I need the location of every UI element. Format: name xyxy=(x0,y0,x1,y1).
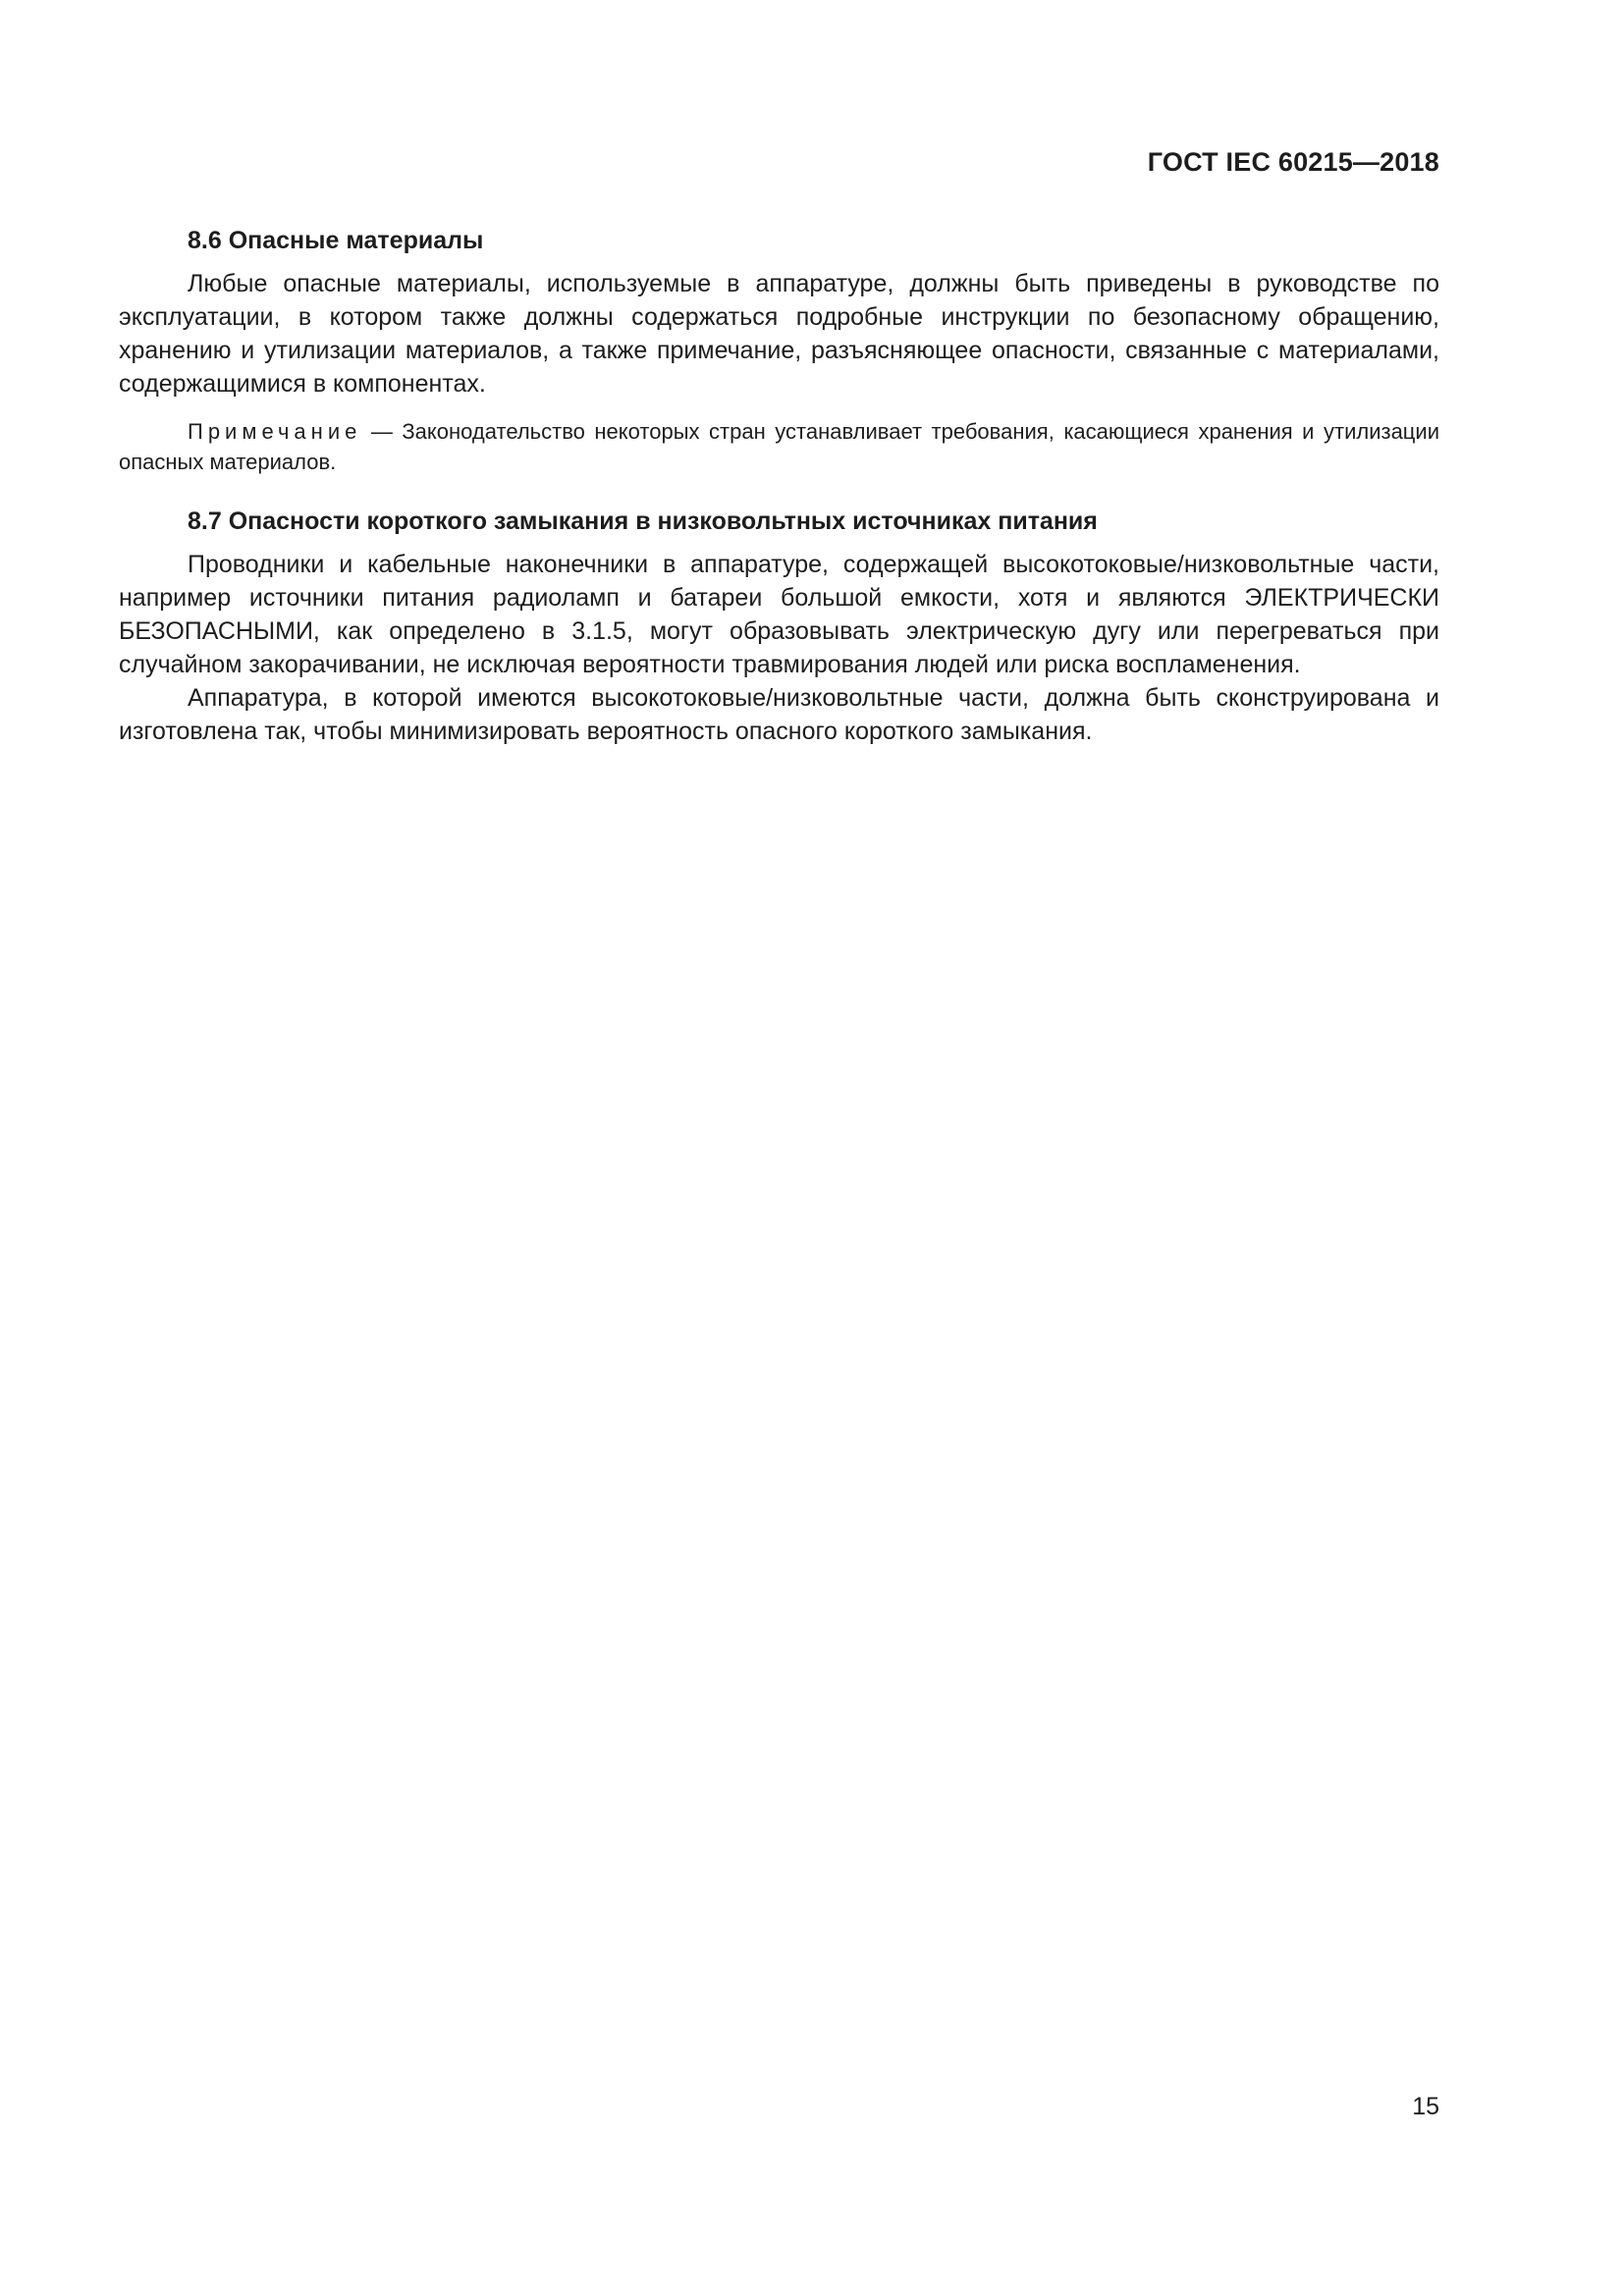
document-body xyxy=(119,224,1439,748)
section-8-7-title: 8.7 Опасности короткого замыкания в низковольтных источниках питания xyxy=(188,507,1098,535)
section-8-7-paragraph-2: Аппаратура, в которой имеются высокотоковые/низковольтные части, должна быть сконструирована и изготовлена так, чтобы минимизировать вероятность опасного короткого замыкания. xyxy=(119,684,1439,745)
section-8-6-title: 8.6 Опасные материалы xyxy=(188,227,484,254)
section-8-6-paragraph: Любые опасные материалы, используемые в аппаратуре, должны быть приведены в руководстве по эксплуатации, в котором также должны содержаться подробные инструкции по безопасному обращению, хранению и утилизации материалов, а также примечание, разъясняющее опасности, связанные с материалами, содержащимися в компонентах. xyxy=(119,270,1439,398)
page-number: 15 xyxy=(1412,2093,1439,2120)
note-label: Примечание xyxy=(188,419,362,444)
section-8-7-paragraph-1: Проводники и кабельные наконечники в аппаратуре, содержащей высокотоковые/низковольтные части, например источники питания радиоламп и батареи большой емкости, хотя и являются ЭЛЕКТРИЧЕСКИ БЕЗОПАСНЫМИ, как определено в 3.1.5, могут образовывать электрическую дугу или перегреваться при случайном закорачивании, не исключая вероятности травмирования людей или риска воспламенения. xyxy=(119,551,1439,678)
document-code-header: ГОСТ IEC 60215—2018 xyxy=(1147,147,1439,177)
note-text: — Законодательство некоторых стран устанавливает требования, касающиеся хранения и утилизации опасных материалов. xyxy=(119,419,1439,474)
section-8-6-note xyxy=(119,416,1439,477)
